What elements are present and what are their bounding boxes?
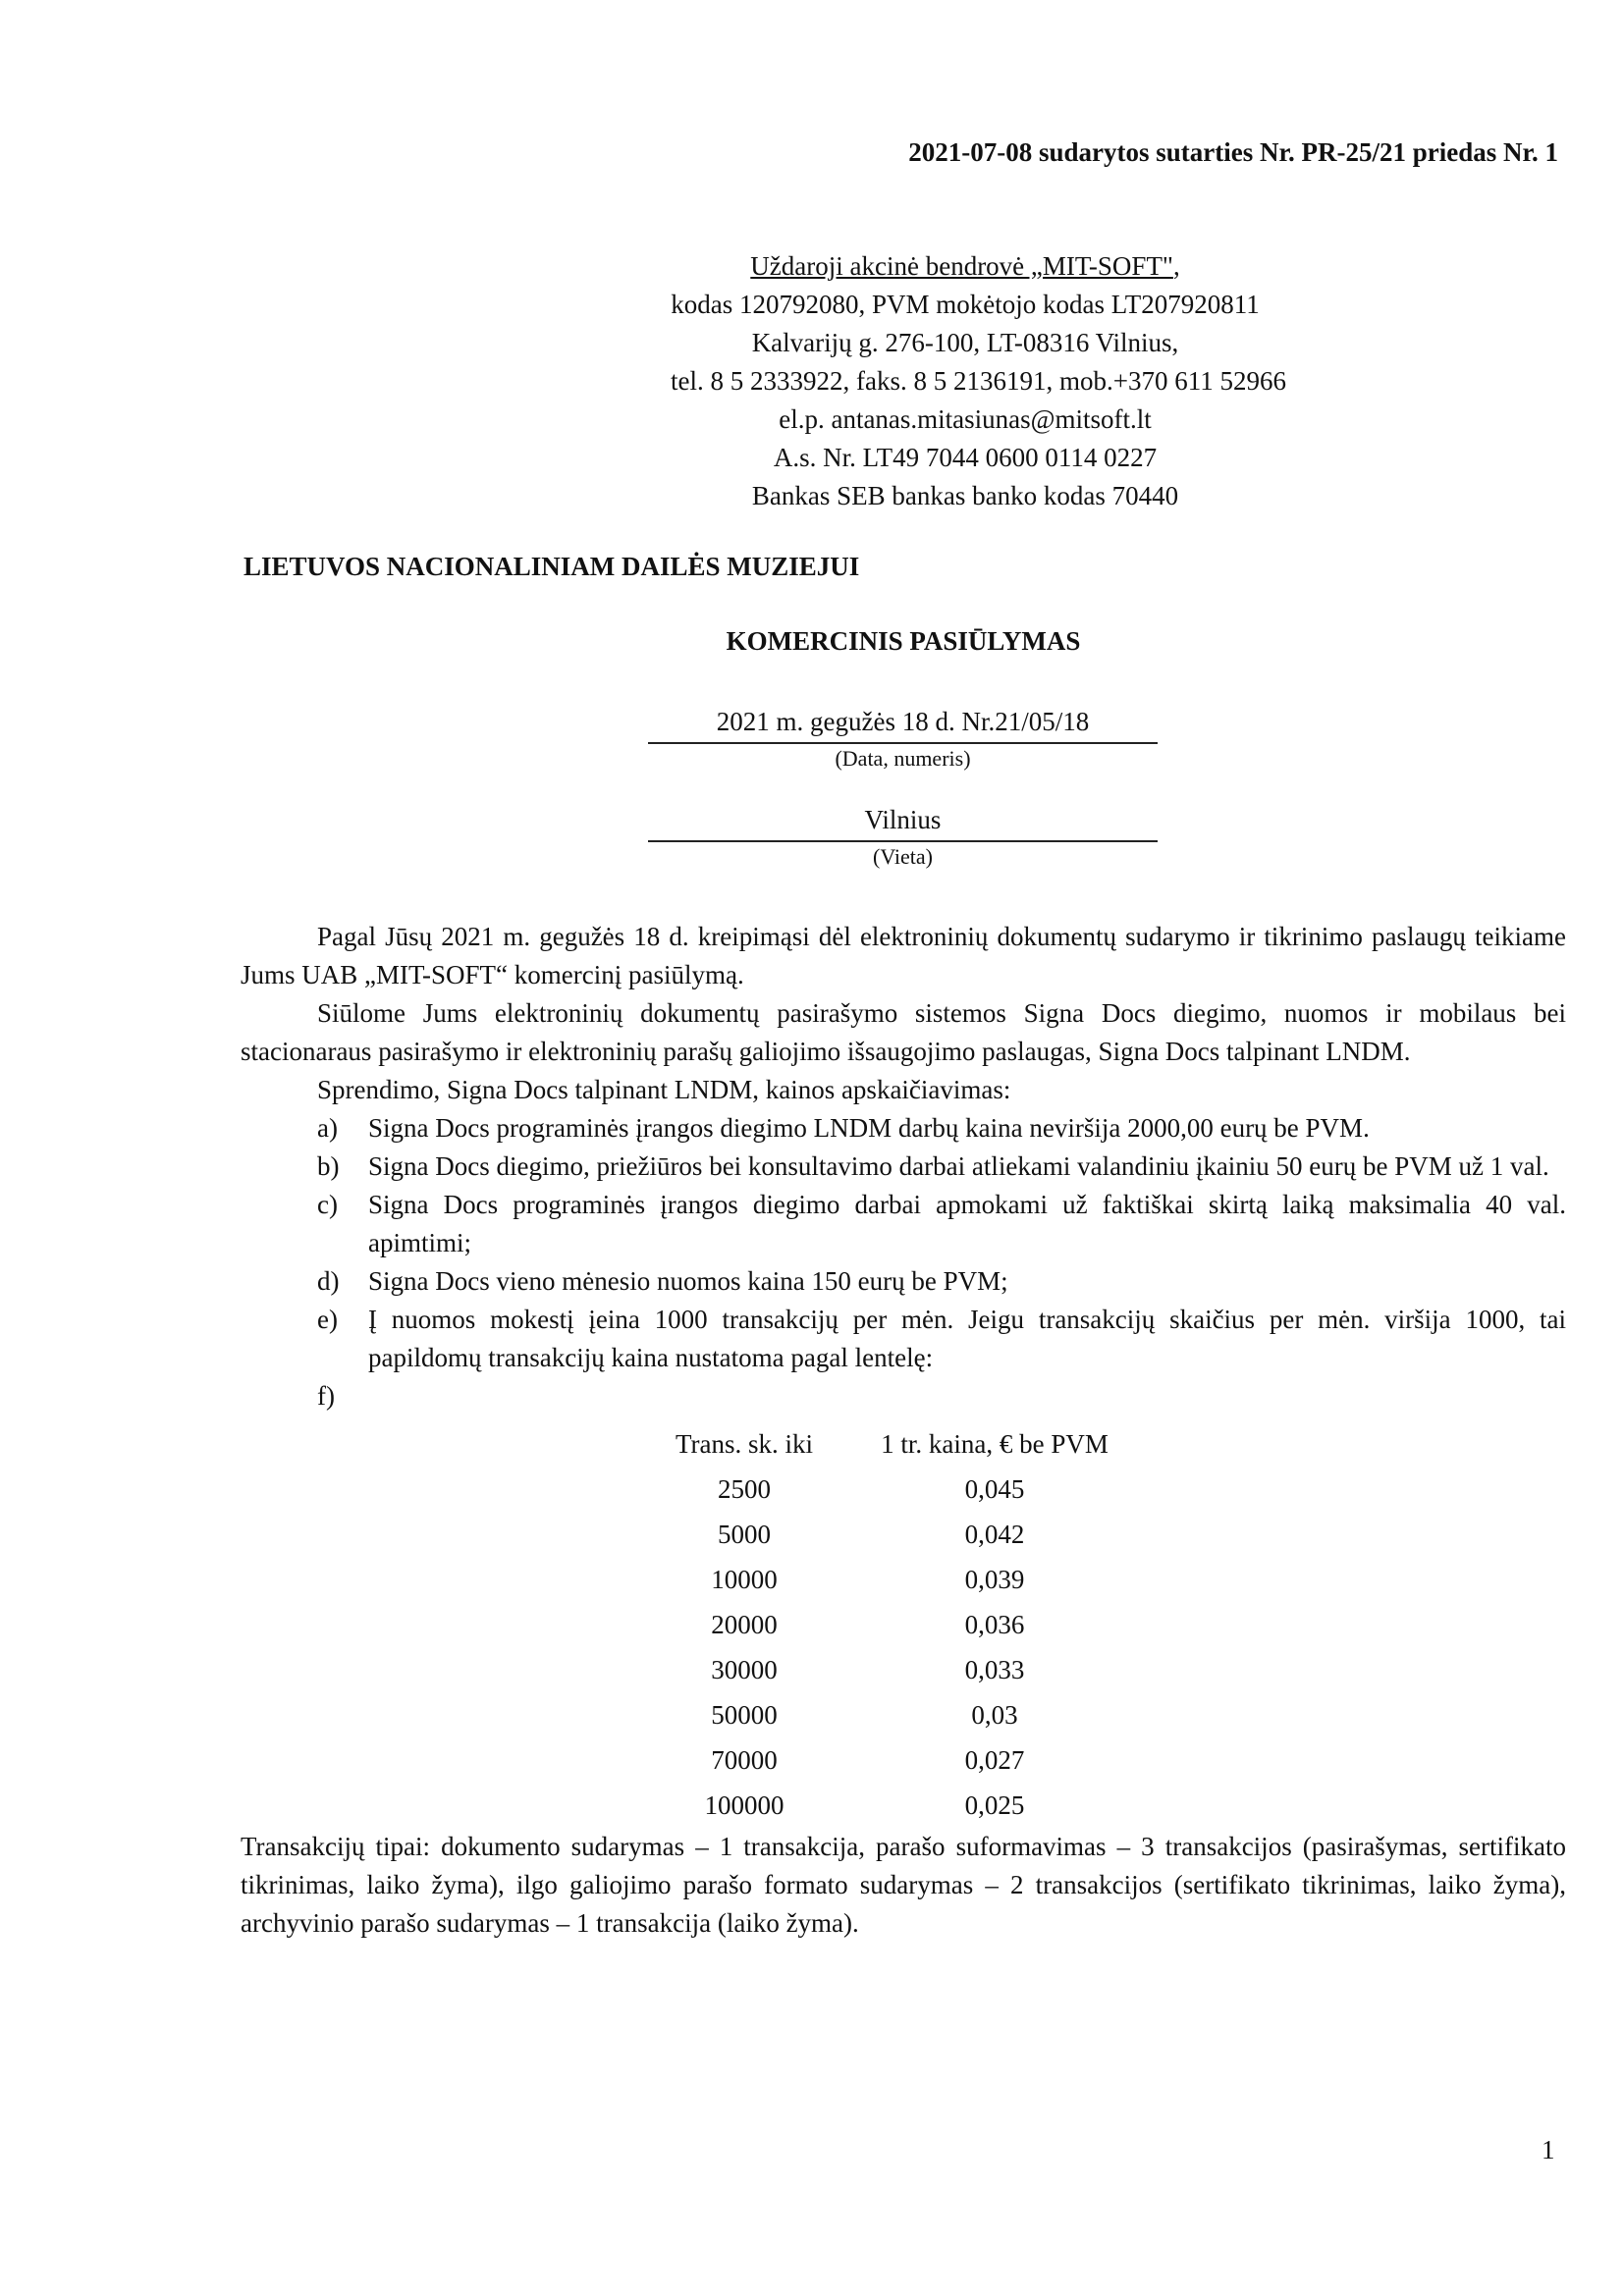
- table-row: [646, 1602, 1147, 1647]
- sender-address-block: [671, 247, 1286, 515]
- paragraph: Sprendimo, Signa Docs talpinant LNDM, kainos apskaičiavimas:: [317, 1075, 1011, 1104]
- date-value: 2021 m. gegužės 18 d. Nr.21/05/18: [648, 707, 1158, 744]
- date-caption: (Data, numeris): [835, 746, 971, 771]
- date-number-field: [648, 707, 1158, 772]
- list-item: [241, 1301, 1566, 1377]
- list-text: Signa Docs diegimo, priežiūros bei konsultavimo darbai atliekami valandiniu įkainiu 50 eurų be PVM už 1 val.: [368, 1151, 1549, 1181]
- document-title: KOMERCINIS PASIŪLYMAS: [726, 626, 1081, 656]
- company-name: Uždaroji akcinė bendrovė „MIT-SOFT": [750, 251, 1173, 281]
- transaction-count-cell: 50000: [711, 1699, 778, 1730]
- transaction-count-cell: 30000: [711, 1654, 778, 1684]
- price-cell: 0,03: [971, 1699, 1018, 1730]
- table-row: [646, 1737, 1147, 1783]
- address-line: kodas 120792080, PVM mokėtojo kodas LT207920811: [671, 290, 1260, 319]
- transaction-price-table: [646, 1421, 1147, 1828]
- list-text: Signa Docs vieno mėnesio nuomos kaina 150 eurų be PVM;: [368, 1266, 1008, 1296]
- list-item: [241, 1377, 1566, 1415]
- list-label: a): [317, 1113, 338, 1143]
- paragraph: Siūlome Jums elektroninių dokumentų pasirašymo sistemos Signa Docs diegimo, nuomos ir mobilaus bei stacionaraus pasirašymo ir elektroninių parašų galiojimo išsaugojimo paslaugas, Signa Docs talpinant LNDM.: [241, 998, 1566, 1066]
- column-header: Trans. sk. iki: [675, 1428, 814, 1459]
- transaction-count-cell: 20000: [711, 1609, 778, 1639]
- list-item: [241, 1148, 1566, 1186]
- list-label: e): [317, 1305, 338, 1334]
- place-caption: (Vieta): [873, 844, 933, 869]
- list-item: [241, 1186, 1566, 1262]
- paragraph: Pagal Jūsų 2021 m. gegužės 18 d. kreipimąsi dėl elektroninių dokumentų sudarymo ir tikrinimo paslaugų teikiame Jums UAB „MIT-SOFT“ komercinį pasiūlymą.: [241, 922, 1566, 989]
- price-cell: 0,025: [964, 1789, 1025, 1820]
- price-cell: 0,045: [964, 1473, 1025, 1504]
- price-cell: 0,036: [964, 1609, 1025, 1639]
- price-cell: 0,039: [964, 1564, 1025, 1594]
- list-label: f): [317, 1381, 335, 1411]
- list-item: [241, 1262, 1566, 1301]
- company-suffix: ,: [1172, 251, 1180, 281]
- list-label: b): [317, 1151, 340, 1181]
- list-label: c): [317, 1190, 338, 1219]
- table-row: [646, 1647, 1147, 1692]
- table-row: [646, 1783, 1147, 1828]
- place-value: Vilnius: [648, 805, 1158, 842]
- transaction-count-cell: 5000: [718, 1519, 771, 1549]
- table-row: [646, 1512, 1147, 1557]
- address-line: Bankas SEB bankas banko kodas 70440: [751, 481, 1179, 510]
- transaction-count-cell: 100000: [704, 1789, 784, 1820]
- pricing-list: [241, 1109, 1566, 1415]
- transaction-count-cell: 70000: [711, 1744, 778, 1775]
- table-row: [646, 1692, 1147, 1737]
- document-body: [241, 918, 1566, 1943]
- list-text: Signa Docs programinės įrangos diegimo LNDM darbų kaina neviršija 2000,00 eurų be PVM.: [368, 1113, 1370, 1143]
- table-row: [646, 1467, 1147, 1512]
- place-field: [648, 805, 1158, 870]
- transaction-count-cell: 10000: [711, 1564, 778, 1594]
- address-line: el.p. antanas.mitasiunas@mitsoft.lt: [779, 404, 1152, 434]
- price-cell: 0,042: [964, 1519, 1025, 1549]
- table-row: [646, 1557, 1147, 1602]
- list-text: [368, 1377, 1566, 1415]
- address-line: A.s. Nr. LT49 7044 0600 0114 0227: [773, 443, 1158, 472]
- list-label: d): [317, 1266, 340, 1296]
- recipient: LIETUVOS NACIONALINIAM DAILĖS MUZIEJUI: [243, 552, 860, 581]
- list-item: [241, 1109, 1566, 1148]
- list-text: Į nuomos mokestį įeina 1000 transakcijų per mėn. Jeigu transakcijų skaičius per mėn. viršija 1000, tai papildomų transakcijų kaina nustatoma pagal lentelę:: [368, 1305, 1566, 1372]
- address-line: tel. 8 5 2333922, faks. 8 5 2136191, mob.+370 611 52966: [671, 366, 1286, 396]
- page-number: 1: [1542, 2135, 1555, 2164]
- price-cell: 0,027: [964, 1744, 1025, 1775]
- document-header: 2021-07-08 sudarytos sutarties Nr. PR-25/21 priedas Nr. 1: [908, 137, 1558, 167]
- price-cell: 0,033: [964, 1654, 1025, 1684]
- address-line: Kalvarijų g. 276-100, LT-08316 Vilnius,: [751, 328, 1179, 357]
- transaction-count-cell: 2500: [718, 1473, 771, 1504]
- transaction-types-paragraph: Transakcijų tipai: dokumento sudarymas – 1 transakcija, parašo suformavimas – 3 transakcijos (pasirašymas, sertifikato tikrinimas, laiko žyma), ilgo galiojimo parašo formato sudarymas – 2 transakcijos (sertifikato tikrinimas, laiko žyma), archyvinio parašo sudarymas – 1 transakcija (laiko žyma).: [241, 1832, 1566, 1938]
- column-header: 1 tr. kaina, € be PVM: [881, 1428, 1109, 1459]
- list-text: Signa Docs programinės įrangos diegimo darbai apmokami už faktiškai skirtą laiką maksimalia 40 val. apimtimi;: [368, 1190, 1566, 1257]
- table-header-row: [646, 1421, 1147, 1467]
